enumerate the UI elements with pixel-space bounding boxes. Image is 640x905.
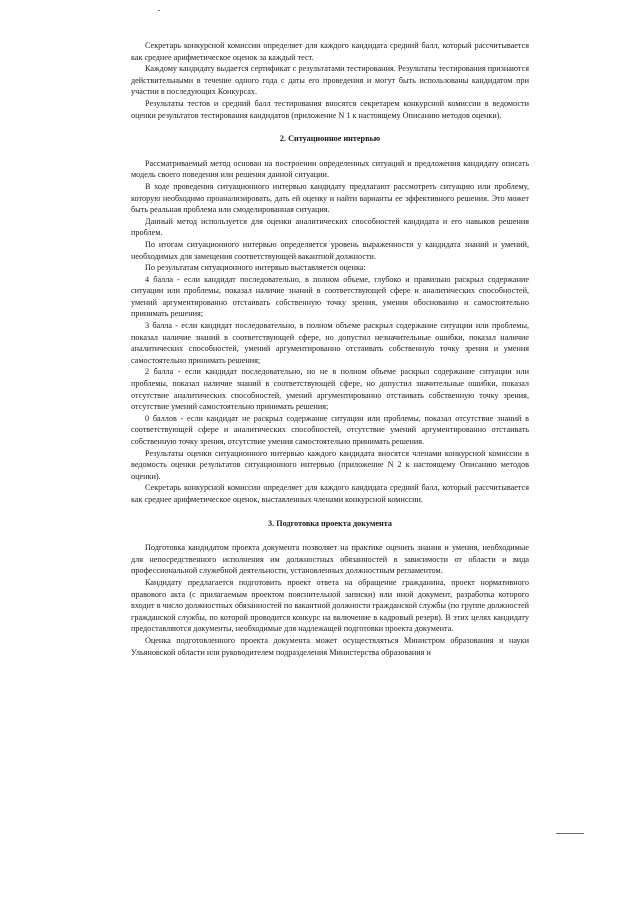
paragraph: По итогам ситуационного интервью определяется уровень выраженности у кандидата знаний и умений, необходимых для замещения соответствующей вакантной должности. <box>131 239 529 261</box>
paragraph: Секретарь конкурсной комиссии определяет для каждого кандидата средний балл, который рассчитывается как среднее арифметическое оценок за каждый тест. <box>131 41 529 62</box>
scan-mark <box>158 10 160 11</box>
paragraph: В ходе проведения ситуационного интервью кандидату предлагают рассмотреть ситуацию или проблему, которую необходимо проанализировать, дать ей оценку и найти варианты ее эффективного решения. Это может быть реальная проблема или смоделированная ситуация. <box>131 181 529 215</box>
footer-rule <box>556 833 584 834</box>
document-page <box>131 40 529 658</box>
paragraph: 4 балла - если кандидат последовательно, в полном объеме, глубоко и правильно раскрыл содержание ситуации или проблемы, показал наличие знаний в соответствующей сфере и аналитических способностей, умений аргументированно отстаивать собственную точку зрения, умения обоснованно и самостоятельно принимать решения; <box>131 274 529 319</box>
paragraph: Каждому кандидату выдается сертификат с результатами тестирования. Результаты тестирования признаются действительными в течение одного года с даты его проведения и могут быть использованы кандидатом при участии в последующих Конкурсах. <box>131 64 529 97</box>
paragraph: Рассматриваемый метод основан на построении определенных ситуаций и предложения кандидату описать модель своего поведения или решения данной ситуации. <box>131 158 529 180</box>
paragraph: 3 балла - если кандидат последовательно, в полном объеме раскрыл содержание ситуации или проблемы, показал наличие знаний в соответствующей сфере, но допустил незначительные ошибки, показал наличие аналитических способностей, умений аргументированно отстаивать собственную точку зрения и умения самостоятельно принимать решения; <box>131 321 529 365</box>
paragraph: По результатам ситуационного интервью выставляется оценка: <box>145 263 366 273</box>
section-title: 3. Подготовка проекта документа <box>268 518 392 528</box>
paragraph: Данный метод используется для оценки аналитических способностей кандидата и его навыков решения проблем. <box>131 216 529 238</box>
paragraph: Результаты оценки ситуационного интервью каждого кандидата вносятся членами конкурсной комиссии в ведомость оценки результатов ситуационного интервью (приложение N 2 к настоящему Описанию методов оценки). <box>131 448 529 481</box>
paragraph: Секретарь конкурсной комиссии определяет для каждого кандидата средний балл, который рассчитывается как среднее арифметическое оценок, выставленных членами конкурсной комиссии. <box>131 483 529 504</box>
paragraph: 2 балла - если кандидат последовательно, но не в полном объеме раскрыл содержание ситуации или проблемы, показал наличие знаний в соответствующей сфере, но допустил значительные ошибки, показал отсутствие аналитических способностей, умений аргументированно отстаивать собственную точку зрения, отсутствие умений самостоятельно принимать решения; <box>131 367 529 412</box>
paragraph: Оценка подготовленного проекта документа может осуществляться Министром образования и науки Ульяновской области или руководителем подразделения Министерства образования и <box>131 635 529 657</box>
paragraph: Кандидату предлагается подготовить проект ответа на обращение гражданина, проект нормативного правового акта (с прилагаемым проектом пояснительной записки) или иной документ, разработка которого входит в число должностных обязанностей по вакантной должности гражданской службы (по группе должностей гражданской службы, по которой проводится конкурс на включение в кадровый резерв). В этих целях кандидату предоставляются документы, необходимые для надлежащей подготовки проекта документа. <box>131 577 529 634</box>
paragraph: 0 баллов - если кандидат не раскрыл содержание ситуации или проблемы, показал отсутствие знаний в соответствующей сфере и аналитических способностей, отсутствие умений аргументированно отстаивать собственную точку зрения, отсутствие умения самостоятельно принимать решения. <box>131 413 529 446</box>
section-title: 2. Ситуационное интервью <box>279 134 381 144</box>
paragraph: Подготовка кандидатом проекта документа позволяет на практике оценить знания и умения, необходимые для непосредственного исполнения им должностных обязанностей в зависимости от области и вида профессиональной служебной деятельности, установленных должностным регламентом. <box>131 543 529 576</box>
paragraph: Результаты тестов и средний балл тестирования вносятся секретарем конкурсной комиссии в ведомости оценки результатов тестирования кандидатов (приложение N 1 к настоящему Описанию методов оценки). <box>131 98 529 120</box>
